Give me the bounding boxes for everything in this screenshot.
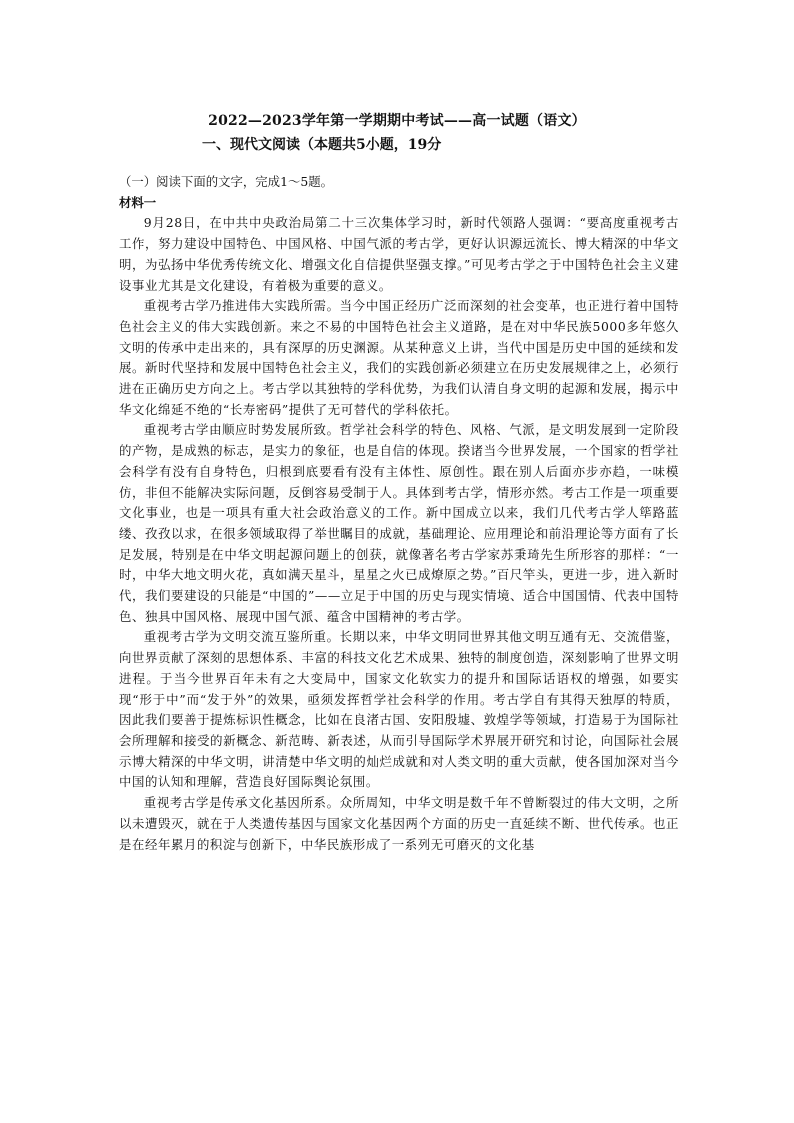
paragraph-2: 重视考古学乃推进伟大实践所需。当今中国正经历广泛而深刻的社会变革，也正进行着中国特色社会主义的伟大实践创新。来之不易的中国特色社会主义道路，是在对中华民族5000多年悠久文明的传承中走出来的，具有深厚的历史渊源。从某种意义上讲，当代中国是历史中国的延续和发展。新时代坚持和发展中国特色社会主义，我们的实践创新必须建立在历史发展规律之上，必须行进在正确历史方向之上。考古学以其独特的学科优势，为我们认清自身文明的起源和发展，揭示中华文化绵延不绝的“长寿密码”提供了无可替代的学科依托。	[119, 298, 679, 417]
paragraph-3: 重视考古学由顺应时势发展所致。哲学社会科学的特色、风格、气派，是文明发展到一定阶段的产物，是成熟的标志，是实力的象征，也是自信的体现。揆诸当今世界发展，一个国家的哲学社会科学有没有自身特色，归根到底要看有没有主体性、原创性。跟在别人后面亦步亦趋，一味模仿，非但不能解决实际问题，反倒容易受制于人。具体到考古学，情形亦然。考古工作是一项重要文化事业，也是一项具有重大社会政治意义的工作。新中国成立以来，我们几代考古学人筚路蓝缕、孜孜以求，在很多领域取得了举世瞩目的成就，基础理论、应用理论和前沿理论等方面有了长足发展，特别是在中华文明起源问题上的创获，就像著名考古学家苏秉琦先生所形容的那样：“一时，中华大地文明火花，真如满天星斗，星星之火已成燎原之势。”百尺竿头，更进一步，进入新时代，我们要建设的只能是“中国的”——立足于中国的历史与现实情境、适合中国国情、代表中国特色、独具中国风格、展现中国气派、蕴含中国精神的考古学。	[119, 422, 679, 624]
paragraph-5: 重视考古学是传承文化基因所系。众所周知，中华文明是数千年不曾断裂过的伟大文明，之所以未遭毁灭，就在于人类遗传基因与国家文化基因两个方面的历史一直延续不断、世代传承。也正是在经年累月的积淀与创新下，中华民族形成了一系列无可磨灭的文化基	[119, 795, 679, 852]
exam-title: 2022—2023学年第一学期期中考试——高一试题（语文）	[208, 113, 586, 129]
reading-instruction: （一）阅读下面的文字，完成1～5题。	[119, 174, 334, 189]
section-heading: 一、现代文阅读（本题共5小题，19分	[202, 137, 442, 153]
paragraph-1: 9月28日，在中共中央政治局第二十三次集体学习时，新时代领路人强调：“要高度重视考古工作，努力建设中国特色、中国风格、中国气派的考古学，更好认识源远流长、博大精深的中华文明，为弘扬中华优秀传统文化、增强文化自信提供坚强支撑。”可见考古学之于中国特色社会主义建设事业尤其是文化建设，有着极为重要的意义。	[119, 215, 679, 293]
material-label: 材料一	[119, 194, 157, 210]
paragraph-4: 重视考古学为文明交流互鉴所重。长期以来，中华文明同世界其他文明互通有无、交流借鉴，向世界贡献了深刻的思想体系、丰富的科技文化艺术成果、独特的制度创造，深刻影响了世界文明进程。于当今世界百年未有之大变局中，国家文化软实力的提升和国际话语权的增强，如要实现“形于中”而“发于外”的效果，亟须发挥哲学社会科学的作用。考古学自有其得天独厚的特质，因此我们要善于提炼标识性概念，比如在良渚古国、安阳殷墟、敦煌学等领域，打造易于为国际社会所理解和接受的新概念、新范畴、新表述，从而引导国际学术界展开研究和讨论，向国际社会展示博大精深的中华文明，讲清楚中华文明的灿烂成就和对人类文明的重大贡献，使各国加深对当今中国的认知和理解，营造良好国际舆论氛围。	[119, 629, 679, 790]
reading-content	[119, 172, 679, 855]
